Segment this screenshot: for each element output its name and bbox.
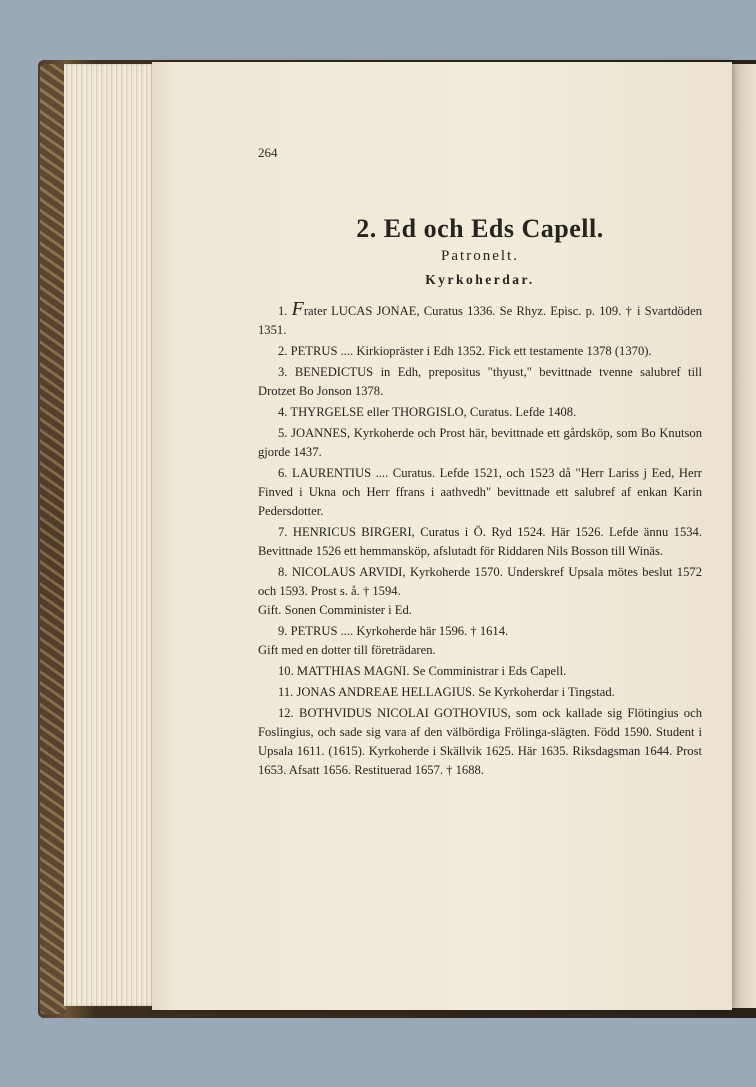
list-item (258, 424, 702, 462)
list-item (258, 622, 702, 660)
entry-text: JOANNES, Kyrkoherde och Prost här, bevittnade ett gårdsköp, som Bo Knutson gjorde 1437. (258, 426, 702, 459)
entry-text: THYRGELSE eller THORGISLO, Curatus. Lefde 1408. (290, 405, 577, 419)
entry-note: Gift med en dotter till företrädaren. (258, 643, 436, 657)
entry-number: 2. (278, 344, 288, 358)
list-item (258, 662, 702, 681)
list-item (258, 300, 702, 340)
page-subtitle: Patronelt. (441, 248, 519, 264)
list-item (258, 363, 702, 401)
page-text (258, 140, 702, 782)
page-edges (64, 64, 156, 1006)
drop-letter: F (291, 298, 304, 320)
list-item (258, 523, 702, 561)
page-number: 264 (258, 145, 278, 160)
entry-text: MATTHIAS MAGNI. Se Comministrar i Eds Capell. (296, 664, 567, 678)
entry-number: 3. (278, 365, 288, 379)
entry-text: rater LUCAS JONAE, Curatus 1336. Se Rhyz. Episc. p. 109. † i Svartdöden 1351. (258, 304, 702, 337)
page-title: 2. Ed och Eds Capell. (356, 214, 604, 243)
marbled-binding (40, 64, 66, 1014)
entry-number: 1. (278, 304, 288, 318)
entry-number: 9. (278, 624, 288, 638)
entry-number: 10. (278, 664, 294, 678)
facing-page-edge (732, 64, 756, 1008)
entry-number: 11. (278, 685, 294, 699)
section-heading: Kyrkoherdar. (425, 272, 535, 287)
list-item (258, 563, 702, 620)
list-item (258, 704, 702, 780)
list-item (258, 342, 702, 361)
entry-number: 8. (278, 565, 288, 579)
entry-text: BENEDICTUS in Edh, prepositus "thyust," bevittnade tvenne salubref till Drotzet Bo Jonson 1378. (258, 365, 702, 398)
entry-text: JONAS ANDREAE HELLAGIUS. Se Kyrkoherdar i Tingstad. (296, 685, 615, 699)
entry-number: 6. (278, 466, 288, 480)
list-item (258, 464, 702, 521)
entry-number: 7. (278, 525, 288, 539)
entry-list (258, 300, 702, 780)
entry-text: PETRUS .... Kirkiopräster i Edh 1352. Fick ett testamente 1378 (1370). (290, 344, 652, 358)
entry-text: LAURENTIUS .... Curatus. Lefde 1521, och 1523 då "Herr Lariss j Eed, Herr Finved i Ukna och Herr ffrans i aathvedh" bevittnade ett salubref af enkan Karin Pedersdotter. (258, 466, 702, 518)
entry-number: 5. (278, 426, 288, 440)
entry-note: Gift. Sonen Comminister i Ed. (258, 603, 412, 617)
list-item (258, 403, 702, 422)
list-item (258, 683, 702, 702)
entry-text: BOTHVIDUS NICOLAI GOTHOVIUS, som ock kallade sig Flötingius och Foslingius, och sade sig vara af den välbördiga Frölinga-slägten. Född 1590. Student i Upsala 1611. (1615). Kyrkoherde i Skällvik 1625. Här 1635. Riksdagsman 1644. Prost 1653. Afsatt 1656. Restituerad 1657. † 1688. (258, 706, 702, 777)
entry-number: 12. (278, 706, 294, 720)
entry-number: 4. (278, 405, 288, 419)
entry-text: HENRICUS BIRGERI, Curatus i Ö. Ryd 1524. Här 1526. Lefde ännu 1534. Bevittnade 1526 ett hemmansköp, afslutadt för Riddaren Nils Bosson till Winäs. (258, 525, 702, 558)
entry-text: NICOLAUS ARVIDI, Kyrkoherde 1570. Underskref Upsala mötes beslut 1572 och 1593. Prost s. å. † 1594. (258, 565, 702, 598)
entry-text: PETRUS .... Kyrkoherde här 1596. † 1614. (290, 624, 509, 638)
